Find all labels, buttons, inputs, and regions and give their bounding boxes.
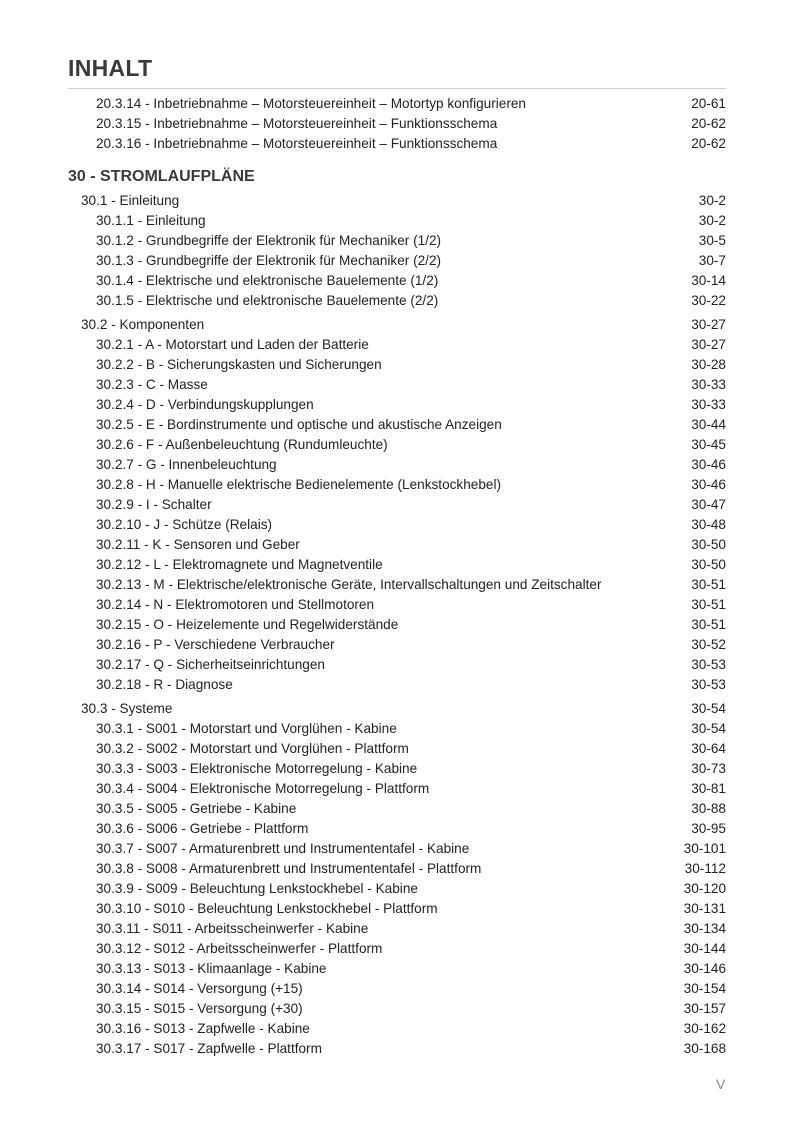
toc-entry-page: 30-33 (691, 397, 726, 412)
toc-entry-page: 30-52 (691, 637, 726, 652)
toc-entry-page: 20-62 (691, 136, 726, 151)
toc-entry-title: 20.3.16 - Inbetriebnahme – Motorsteuereinheit – Funktionsschema (96, 136, 498, 151)
toc-entry-page: 30-134 (683, 921, 726, 936)
toc-entry-title: 30.3.6 - S006 - Getriebe - Plattform (96, 821, 309, 836)
toc-entry-title: 30.3.4 - S004 - Elektronische Motorregelung - Plattform (96, 781, 430, 796)
toc-entry-page: 30-48 (691, 517, 726, 532)
toc-entry-title: 30.2.8 - H - Manuelle elektrische Bedienelemente (Lenkstockhebel) (96, 477, 502, 492)
toc-subentry[interactable] (96, 759, 726, 779)
toc-subentry[interactable] (96, 575, 726, 595)
toc-subentry[interactable] (96, 375, 726, 395)
toc-entry-page: 30-144 (683, 941, 726, 956)
toc-entry-title: 30.3.5 - S005 - Getriebe - Kabine (96, 801, 297, 816)
toc-subentry[interactable] (96, 455, 726, 475)
toc-entry-title: 30.2.18 - R - Diagnose (96, 677, 233, 692)
toc-entry-title: 30.1.1 - Einleitung (96, 213, 206, 228)
toc-entry-page: 30-44 (691, 417, 726, 432)
toc-entry-title: 30.2.16 - P - Verschiedene Verbraucher (96, 637, 335, 652)
toc-entry-title: 30.2.13 - M - Elektrische/elektronische Geräte, Intervallschaltungen und Zeitschalter (96, 577, 602, 592)
toc-subentry[interactable] (96, 819, 726, 839)
toc-subentry[interactable] (96, 839, 726, 859)
toc-subentry[interactable] (96, 739, 726, 759)
toc-entry-page: 30-27 (691, 317, 726, 332)
toc-entry-title: 30.2.7 - G - Innenbeleuchtung (96, 457, 277, 472)
toc-entry-page: 20-62 (691, 116, 726, 131)
toc-entry-title: 30.1.2 - Grundbegriffe der Elektronik für Mechaniker (1/2) (96, 233, 442, 248)
toc-entry-page: 30-22 (691, 293, 726, 308)
toc-entry-page: 30-2 (698, 193, 726, 208)
toc-entry-title: 30.3.10 - S010 - Beleuchtung Lenkstockhebel - Plattform (96, 901, 438, 916)
page-number: V (716, 1076, 726, 1092)
toc-entry-title: 30.1.5 - Elektrische und elektronische Bauelemente (2/2) (96, 293, 439, 308)
toc-entry-page: 30-88 (691, 801, 726, 816)
toc-entry-title: 30.2.4 - D - Verbindungskupplungen (96, 397, 314, 412)
toc-group-entry[interactable] (81, 699, 726, 719)
toc-entry-title: 30.3.3 - S003 - Elektronische Motorregelung - Kabine (96, 761, 418, 776)
toc-entry-title: 30.2.12 - L - Elektromagnete und Magnetventile (96, 557, 383, 572)
toc-entry-page: 30-101 (683, 841, 726, 856)
toc-entry-page: 30-46 (691, 477, 726, 492)
toc-entry-title: 30.2.5 - E - Bordinstrumente und optische und akustische Anzeigen (96, 417, 502, 432)
toc-entry-title: 30.2.10 - J - Schütze (Relais) (96, 517, 273, 532)
toc-group-entry[interactable] (81, 315, 726, 335)
toc-subentry[interactable] (96, 899, 726, 919)
toc-entry-page: 30-27 (691, 337, 726, 352)
toc-subentry[interactable] (96, 134, 726, 154)
toc-subentry[interactable] (96, 335, 726, 355)
toc-entry-page: 30-54 (691, 721, 726, 736)
toc-subentry[interactable] (96, 1019, 726, 1039)
toc-entry-page: 30-28 (691, 357, 726, 372)
toc-subentry[interactable] (96, 251, 726, 271)
toc-subentry[interactable] (96, 859, 726, 879)
toc-subentry[interactable] (96, 535, 726, 555)
toc-subentry[interactable] (96, 395, 726, 415)
toc-entry-title: 30.3.16 - S013 - Zapfwelle - Kabine (96, 1021, 310, 1036)
toc-entry-page: 30-33 (691, 377, 726, 392)
toc-entry-page: 30-53 (691, 657, 726, 672)
toc-entry-title: 30.2.2 - B - Sicherungskasten und Sicherungen (96, 357, 382, 372)
toc-subentry[interactable] (96, 979, 726, 999)
toc-entry-page: 20-61 (691, 96, 726, 111)
toc-subentry[interactable] (96, 595, 726, 615)
page-heading: INHALT (68, 55, 153, 81)
toc-entry-title: 30.2.3 - C - Masse (96, 377, 208, 392)
toc-subentry[interactable] (96, 475, 726, 495)
toc-entry-page: 30-73 (691, 761, 726, 776)
toc-subentry[interactable] (96, 799, 726, 819)
toc-entry-page: 30-131 (683, 901, 726, 916)
toc-entry-title: 30.2.15 - O - Heizelemente und Regelwiderstände (96, 617, 399, 632)
section-title: 30 - STROMLAUFPLÄNE (68, 168, 255, 185)
toc-subentry[interactable] (96, 415, 726, 435)
toc-entry-title: 30.3.14 - S014 - Versorgung (+15) (96, 981, 303, 996)
toc-entry-page: 30-168 (683, 1041, 726, 1056)
toc-entry-page: 30-81 (691, 781, 726, 796)
toc-entry-title: 30.2.6 - F - Außenbeleuchtung (Rundumleuchte) (96, 437, 388, 452)
toc-subentry[interactable] (96, 1039, 726, 1059)
toc-entry-title: 20.3.15 - Inbetriebnahme – Motorsteuereinheit – Funktionsschema (96, 116, 498, 131)
toc-entry-title: 30.1 - Einleitung (81, 193, 180, 208)
toc-entry-title: 30.1.4 - Elektrische und elektronische Bauelemente (1/2) (96, 273, 439, 288)
toc-subentry[interactable] (96, 655, 726, 675)
toc-subentry[interactable] (96, 114, 726, 134)
toc-entry-title: 30.3.1 - S001 - Motorstart und Vorglühen - Kabine (96, 721, 397, 736)
toc-entry-page: 30-46 (691, 457, 726, 472)
toc-entry-page: 30-53 (691, 677, 726, 692)
toc-subentry[interactable] (96, 939, 726, 959)
toc-entry-page: 30-2 (698, 213, 726, 228)
toc-subentry[interactable] (96, 779, 726, 799)
toc-entry-page: 30-51 (691, 577, 726, 592)
toc-entry-title: 30.3.9 - S009 - Beleuchtung Lenkstockhebel - Kabine (96, 881, 418, 896)
toc-entry-page: 30-51 (691, 617, 726, 632)
toc-entry-page: 30-50 (691, 557, 726, 572)
toc-entry-title: 30.1.3 - Grundbegriffe der Elektronik für Mechaniker (2/2) (96, 253, 442, 268)
toc-entry-page: 30-64 (691, 741, 726, 756)
toc-entry-title: 30.3.11 - S011 - Arbeitsscheinwerfer - Kabine (96, 921, 369, 936)
toc-entry-page: 30-112 (684, 861, 726, 876)
toc-entry-title: 30.2.1 - A - Motorstart und Laden der Batterie (96, 337, 369, 352)
toc-entry-page: 30-120 (683, 881, 726, 896)
toc-entry-title: 30.2.9 - I - Schalter (96, 497, 212, 512)
toc-subentry[interactable] (96, 515, 726, 535)
toc-entry-page: 30-54 (691, 701, 726, 716)
toc-subentry[interactable] (96, 211, 726, 231)
toc-entry-page: 30-95 (691, 821, 726, 836)
toc-entry-title: 30.3.12 - S012 - Arbeitsscheinwerfer - Plattform (96, 941, 383, 956)
toc-subentry[interactable] (96, 879, 726, 899)
toc-subentry[interactable] (96, 435, 726, 455)
toc-subentry[interactable] (96, 555, 726, 575)
toc-subentry[interactable] (96, 271, 726, 291)
toc-entry-title: 30.3.13 - S013 - Klimaanlage - Kabine (96, 961, 327, 976)
toc-entry-page: 30-157 (683, 1001, 726, 1016)
toc-subentry[interactable] (96, 959, 726, 979)
toc-entry-title: 30.2.11 - K - Sensoren und Geber (96, 537, 300, 552)
toc-subentry[interactable] (96, 94, 726, 114)
toc-subentry[interactable] (96, 635, 726, 655)
toc-entry-title: 30.3.2 - S002 - Motorstart und Vorglühen - Plattform (96, 741, 409, 756)
toc-entry-page: 30-5 (698, 233, 726, 248)
toc-entry-page: 30-146 (683, 961, 726, 976)
toc-entry-page: 30-162 (683, 1021, 726, 1036)
toc-subentry[interactable] (96, 999, 726, 1019)
toc-entry-title: 30.3 - Systeme (81, 701, 173, 716)
toc-entry-title: 30.2 - Komponenten (81, 317, 205, 332)
toc-entry-page: 30-51 (691, 597, 726, 612)
toc-entry-title: 30.2.14 - N - Elektromotoren und Stellmotoren (96, 597, 375, 612)
toc-entry-title: 30.3.8 - S008 - Armaturenbrett und Instrumententafel - Plattform (96, 861, 482, 876)
toc-entry-page: 30-154 (683, 981, 726, 996)
toc-subentry[interactable] (96, 919, 726, 939)
toc-entry-page: 30-50 (691, 537, 726, 552)
toc-entry-page: 30-45 (691, 437, 726, 452)
toc-entry-title: 30.2.17 - Q - Sicherheitseinrichtungen (96, 657, 325, 672)
toc-entry-page: 30-7 (698, 253, 726, 268)
toc-subentry[interactable] (96, 495, 726, 515)
toc-entry-title: 30.3.17 - S017 - Zapfwelle - Plattform (96, 1041, 322, 1056)
toc-subentry[interactable] (96, 675, 726, 695)
toc-entry-page: 30-47 (691, 497, 726, 512)
toc-entry-title: 30.3.15 - S015 - Versorgung (+30) (96, 1001, 303, 1016)
toc-subentry[interactable] (96, 231, 726, 251)
toc-subentry[interactable] (96, 291, 726, 311)
toc-subentry[interactable] (96, 615, 726, 635)
toc-group-entry[interactable] (81, 191, 726, 211)
toc-entry-page: 30-14 (691, 273, 726, 288)
toc-entry-title: 30.3.7 - S007 - Armaturenbrett und Instrumententafel - Kabine (96, 841, 470, 856)
toc-subentry[interactable] (96, 355, 726, 375)
toc-entry-title: 20.3.14 - Inbetriebnahme – Motorsteuereinheit – Motortyp konfigurieren (96, 96, 526, 111)
toc-subentry[interactable] (96, 719, 726, 739)
heading-divider (68, 88, 726, 89)
